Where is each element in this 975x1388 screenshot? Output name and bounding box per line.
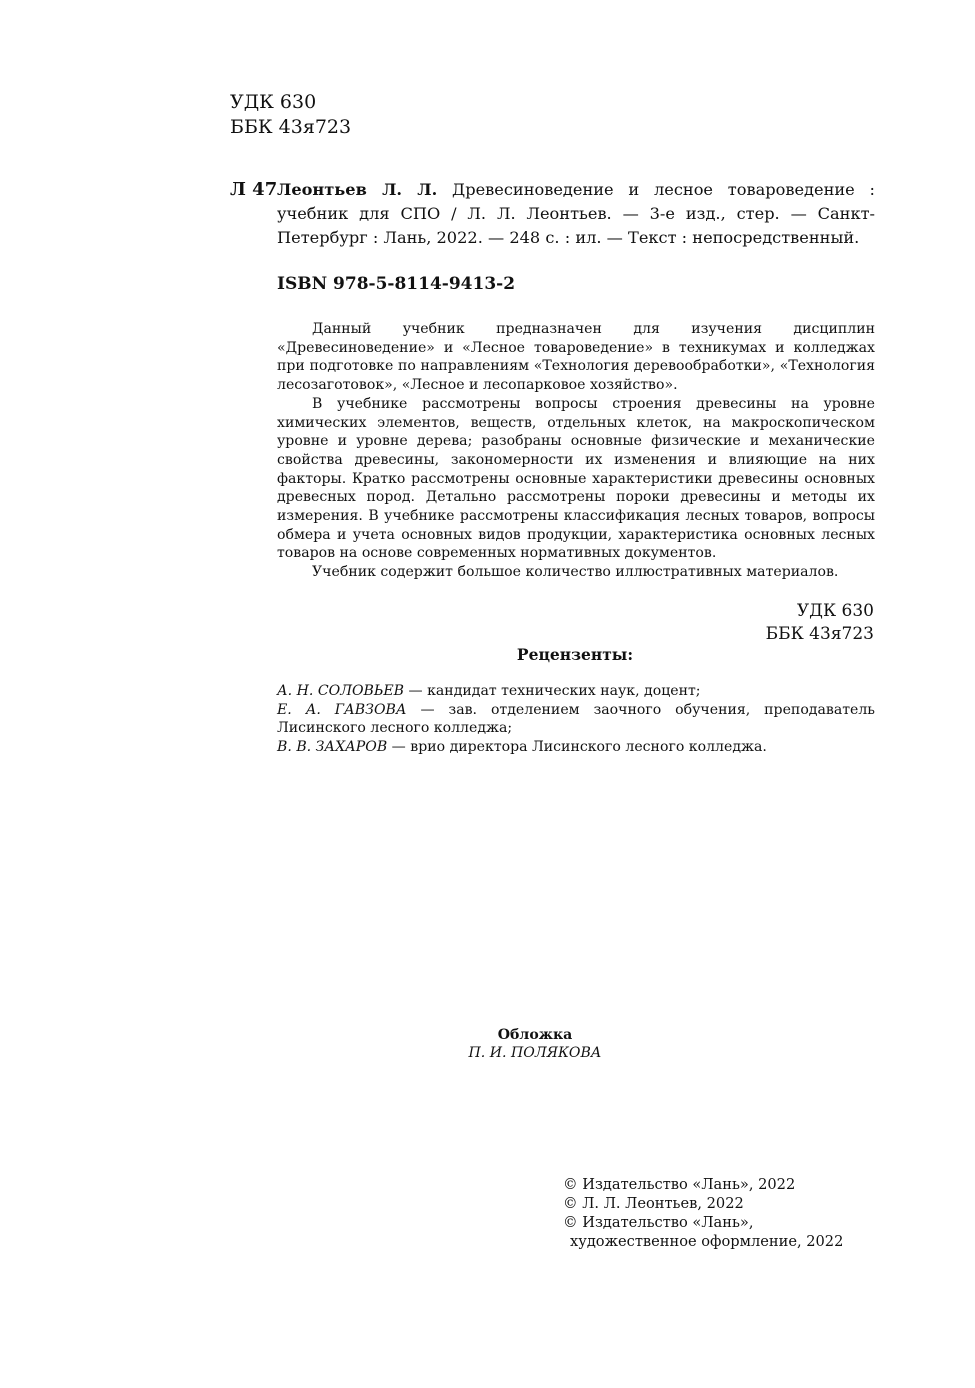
reviewers-title: Рецензенты: (516, 645, 634, 664)
copyright-line: © Издательство «Лань», 2022 (563, 1176, 796, 1193)
author-name: Леонтьев Л. Л. (277, 180, 438, 199)
reviewer-role: — зав. отделением заочного обучения, преподаватель Лисинского лесного колледжа; (277, 701, 875, 737)
cover-label: Обложка (497, 1027, 573, 1043)
catalog-index: Л 47 (230, 179, 278, 200)
cover-artist: П. И. ПОЛЯКОВА (468, 1045, 602, 1061)
bbk-code-right: ББК 43я723 (765, 624, 874, 644)
reviewer-name: А. Н. СОЛОВЬЕВ (277, 683, 405, 699)
classification-codes (230, 90, 351, 140)
reviewer-item (277, 701, 875, 738)
copyright-line: © Издательство «Лань», (563, 1214, 754, 1231)
bibliographic-record (277, 178, 875, 250)
udk-code-right: УДК 630 (796, 601, 874, 621)
copyright-line: © Л. Л. Леонтьев, 2022 (563, 1195, 744, 1212)
abstract (277, 320, 875, 582)
reviewer-name: Е. А. ГАВЗОВА (277, 701, 407, 718)
abstract-paragraph: В учебнике рассмотрены вопросы строения древесины на уровне химических элементов, веществ, отдельных клеток, на макроскопическом уровне и уровне дерева; разобраны основные физические и механические свойства древесины, закономерности их изменения и влияющие на них факторы. Кратко рассмотрены основные характеристики древесины основных древесных пород. Детально рассмотрены пороки древесины и методы их измерения. В учебнике рассмотрены классификация лесных товаров, вопросы обмера и учета основных видов продукции, характеристика основных лесных товаров на основе современных нормативных документов. (277, 395, 875, 562)
reviewer-role: — врио директора Лисинского лесного колледжа. (387, 739, 767, 756)
isbn: ISBN 978-5-8114-9413-2 (277, 274, 516, 294)
reviewer-name: В. В. ЗАХАРОВ (277, 739, 388, 756)
bibliographic-description: Древесиноведение и лесное товароведение : учебник для СПО / Л. Л. Леонтьев. — 3-е изд., стер. — Санкт-Петербург : Лань, 2022. — 248 с. : ил. — Текст : непосредственный. (277, 180, 875, 247)
reviewer-item (277, 738, 875, 757)
copyright-block (563, 1175, 843, 1251)
bbk-code: ББК 43я723 (230, 116, 352, 138)
cover-credit (0, 1026, 975, 1062)
reviewers-list (277, 682, 875, 757)
classification-codes-right (766, 600, 874, 646)
reviewer-item (277, 682, 875, 701)
udk-code: УДК 630 (230, 91, 317, 113)
reviewer-role: — кандидат технических наук, доцент; (404, 683, 701, 699)
copyright-continuation: художественное оформление, 2022 (570, 1233, 844, 1250)
abstract-paragraph: Учебник содержит большое количество иллюстративных материалов. (312, 564, 839, 581)
abstract-paragraph: Данный учебник предназначен для изучения дисциплин «Древесиноведение» и «Лесное товароведение» в техникумах и колледжах при подготовке по направлениям «Технология деревообработки», «Технология лесозаготовок», «Лесное и лесопарковое хозяйство». (277, 321, 875, 394)
